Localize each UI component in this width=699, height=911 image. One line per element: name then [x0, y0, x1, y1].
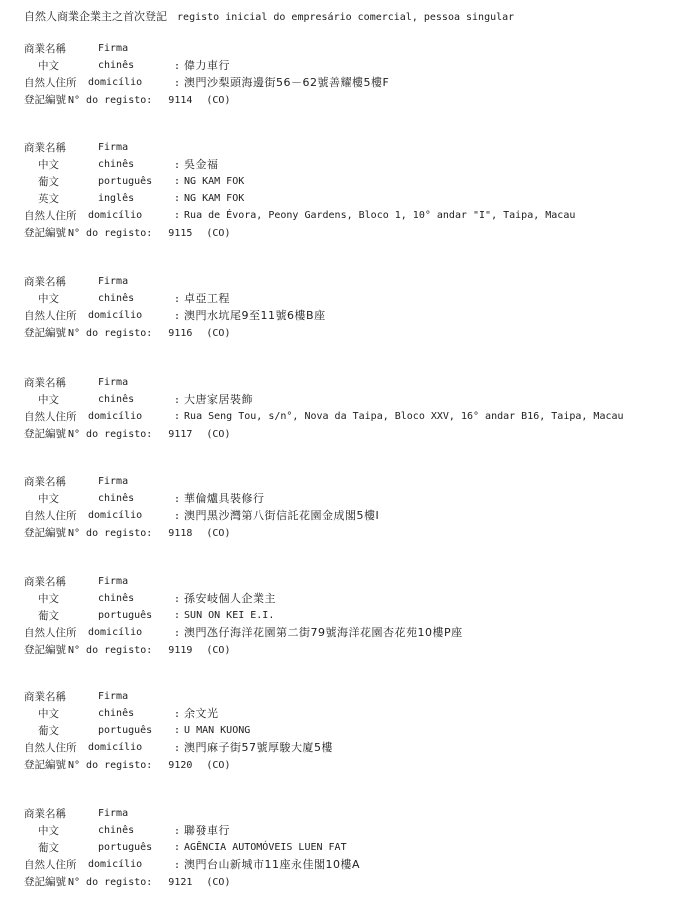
- name-lang-pt: chinês: [98, 60, 135, 71]
- firm-heading-row: [24, 474, 694, 491]
- domicile-value: 澳門黑沙灣第八街信託花園金成閣5樓I: [184, 509, 380, 522]
- colon: :: [174, 176, 181, 187]
- domicile-label-pt: domicílio: [88, 210, 143, 221]
- registration-suffix: (CO): [206, 95, 231, 106]
- registration-number: 9116: [168, 328, 193, 339]
- colon: :: [174, 494, 181, 505]
- header-title-pt: registo inicial do empresário comercial, pessoa singular: [177, 12, 515, 23]
- document-header: [24, 9, 514, 26]
- firm-label-zh: 商業名稱: [24, 576, 66, 588]
- name-row: [24, 608, 694, 625]
- domicile-value: 澳門沙梨頭海邊街56－62號善耀樓5樓F: [184, 76, 390, 89]
- registration-number: 9117: [168, 429, 193, 440]
- reg-label-zh: 登記編號: [24, 527, 66, 539]
- firm-label-zh: 商業名稱: [24, 377, 66, 389]
- domicile-row: [24, 857, 694, 874]
- name-lang-zh: 英文: [38, 193, 59, 205]
- registration-suffix: (CO): [206, 528, 231, 539]
- name-lang-pt: português: [98, 725, 153, 736]
- firm-name-value: NG KAM FOK: [184, 176, 245, 187]
- colon: :: [174, 725, 181, 736]
- name-lang-pt: chinês: [98, 825, 135, 836]
- firm-label-pt: Firma: [98, 43, 129, 54]
- name-row: [24, 706, 694, 723]
- domicile-value: 澳門水坑尾9至11號6樓B座: [184, 309, 326, 322]
- domicile-label-pt: domicílio: [88, 859, 143, 870]
- name-lang-pt: português: [98, 842, 153, 853]
- registration-number: 9119: [168, 645, 193, 656]
- colon: :: [174, 860, 181, 871]
- header-title-zh: 自然人商業企業主之首次登記: [24, 10, 167, 23]
- reg-label-pt: N° do registo:: [68, 877, 153, 888]
- colon: :: [174, 842, 181, 853]
- name-row: [24, 840, 694, 857]
- name-row: [24, 58, 694, 75]
- firm-heading-row: [24, 140, 694, 157]
- name-row: [24, 291, 694, 308]
- colon: :: [174, 193, 181, 204]
- name-lang-zh: 中文: [38, 60, 59, 72]
- registration-suffix: (CO): [206, 877, 231, 888]
- colon: :: [174, 594, 181, 605]
- domicile-label-pt: domicílio: [88, 310, 143, 321]
- colon: :: [174, 160, 181, 171]
- firm-name-value: 偉力車行: [184, 59, 231, 72]
- domicile-label-zh: 自然人住所: [24, 510, 77, 522]
- registration-number-row: [24, 225, 694, 242]
- name-row: [24, 157, 694, 174]
- registration-entry: [24, 574, 694, 659]
- colon: :: [174, 743, 181, 754]
- domicile-label-pt: domicílio: [88, 510, 143, 521]
- domicile-value: Rua Seng Tou, s/n°, Nova da Taipa, Bloco XXV, 16° andar B16, Taipa, Macau: [184, 411, 624, 422]
- colon: :: [174, 294, 181, 305]
- registration-suffix: (CO): [206, 760, 231, 771]
- domicile-value: 澳門台山新城市11座永佳閣10樓A: [184, 858, 361, 871]
- domicile-row: [24, 508, 694, 525]
- name-lang-zh: 葡文: [38, 610, 59, 622]
- name-lang-pt: chinês: [98, 708, 135, 719]
- firm-name-value: 華倫爐具裝修行: [184, 492, 265, 505]
- name-row: [24, 491, 694, 508]
- reg-label-pt: N° do registo:: [68, 429, 153, 440]
- colon: :: [174, 61, 181, 72]
- firm-heading-row: [24, 806, 694, 823]
- firm-heading-row: [24, 689, 694, 706]
- firm-name-value: U MAN KUONG: [184, 725, 251, 736]
- domicile-row: [24, 308, 694, 325]
- registration-number-row: [24, 642, 694, 659]
- registration-number: 9114: [168, 95, 193, 106]
- name-lang-zh: 中文: [38, 493, 59, 505]
- firm-label-zh: 商業名稱: [24, 691, 66, 703]
- reg-label-zh: 登記編號: [24, 94, 66, 106]
- firm-heading-row: [24, 274, 694, 291]
- domicile-label-pt: domicílio: [88, 742, 143, 753]
- name-lang-zh: 中文: [38, 825, 59, 837]
- name-lang-pt: português: [98, 610, 153, 621]
- registration-number: 9120: [168, 760, 193, 771]
- colon: :: [174, 628, 181, 639]
- domicile-value: Rua de Évora, Peony Gardens, Bloco 1, 10° andar "I", Taipa, Macau: [184, 210, 576, 221]
- registration-suffix: (CO): [206, 328, 231, 339]
- reg-label-zh: 登記編號: [24, 327, 66, 339]
- firm-name-value: 吳金福: [184, 158, 219, 171]
- name-lang-zh: 葡文: [38, 176, 59, 188]
- reg-label-pt: N° do registo:: [68, 645, 153, 656]
- name-row: [24, 591, 694, 608]
- colon: :: [174, 826, 181, 837]
- name-lang-zh: 中文: [38, 394, 59, 406]
- registration-entry: [24, 474, 694, 542]
- domicile-label-pt: domicílio: [88, 627, 143, 638]
- registration-number: 9118: [168, 528, 193, 539]
- registration-entry: [24, 41, 694, 109]
- name-lang-pt: português: [98, 176, 153, 187]
- domicile-row: [24, 75, 694, 92]
- firm-name-value: 余文光: [184, 707, 219, 720]
- reg-label-zh: 登記編號: [24, 876, 66, 888]
- name-lang-zh: 葡文: [38, 725, 59, 737]
- firm-label-pt: Firma: [98, 808, 129, 819]
- domicile-label-zh: 自然人住所: [24, 859, 77, 871]
- name-lang-pt: chinês: [98, 493, 135, 504]
- firm-label-pt: Firma: [98, 377, 129, 388]
- registration-entry: [24, 140, 694, 242]
- colon: :: [174, 411, 181, 422]
- firm-label-pt: Firma: [98, 691, 129, 702]
- name-row: [24, 823, 694, 840]
- reg-label-pt: N° do registo:: [68, 95, 153, 106]
- name-lang-zh: 葡文: [38, 842, 59, 854]
- registration-number-row: [24, 325, 694, 342]
- firm-label-zh: 商業名稱: [24, 808, 66, 820]
- registration-entry: [24, 806, 694, 891]
- firm-name-value: 卓亞工程: [184, 292, 231, 305]
- firm-name-value: AGÊNCIA AUTOMÓVEIS LUEN FAT: [184, 842, 347, 853]
- firm-heading-row: [24, 375, 694, 392]
- reg-label-pt: N° do registo:: [68, 328, 153, 339]
- name-lang-zh: 中文: [38, 708, 59, 720]
- colon: :: [174, 511, 181, 522]
- name-lang-pt: chinês: [98, 293, 135, 304]
- name-lang-zh: 中文: [38, 159, 59, 171]
- domicile-label-zh: 自然人住所: [24, 411, 77, 423]
- registration-number: 9115: [168, 228, 193, 239]
- registration-number-row: [24, 757, 694, 774]
- domicile-value: 澳門氹仔海洋花園第二街79號海洋花園杏花苑10樓P座: [184, 626, 463, 639]
- registration-number-row: [24, 525, 694, 542]
- firm-label-pt: Firma: [98, 142, 129, 153]
- domicile-value: 澳門麻子街57號厚駿大廈5樓: [184, 741, 334, 754]
- firm-label-zh: 商業名稱: [24, 276, 66, 288]
- firm-name-value: SUN ON KEI E.I.: [184, 610, 275, 621]
- colon: :: [174, 311, 181, 322]
- firm-label-zh: 商業名稱: [24, 476, 66, 488]
- colon: :: [174, 610, 181, 621]
- registration-number-row: [24, 92, 694, 109]
- registration-entry: [24, 375, 694, 443]
- registration-entry: [24, 274, 694, 342]
- domicile-row: [24, 409, 694, 426]
- domicile-label-zh: 自然人住所: [24, 210, 77, 222]
- name-row: [24, 392, 694, 409]
- registration-number-row: [24, 874, 694, 891]
- domicile-row: [24, 740, 694, 757]
- reg-label-zh: 登記編號: [24, 428, 66, 440]
- reg-label-zh: 登記編號: [24, 644, 66, 656]
- firm-name-value: 孫安岐個人企業主: [184, 592, 277, 605]
- firm-name-value: 聯發車行: [184, 824, 231, 837]
- name-row: [24, 723, 694, 740]
- firm-label-pt: Firma: [98, 576, 129, 587]
- name-lang-zh: 中文: [38, 593, 59, 605]
- name-lang-pt: chinês: [98, 394, 135, 405]
- colon: :: [174, 709, 181, 720]
- reg-label-zh: 登記編號: [24, 227, 66, 239]
- reg-label-pt: N° do registo:: [68, 760, 153, 771]
- firm-label-zh: 商業名稱: [24, 43, 66, 55]
- domicile-label-zh: 自然人住所: [24, 742, 77, 754]
- name-lang-zh: 中文: [38, 293, 59, 305]
- domicile-label-zh: 自然人住所: [24, 310, 77, 322]
- name-lang-pt: chinês: [98, 159, 135, 170]
- registration-number-row: [24, 426, 694, 443]
- colon: :: [174, 78, 181, 89]
- firm-label-zh: 商業名稱: [24, 142, 66, 154]
- firm-label-pt: Firma: [98, 276, 129, 287]
- name-row: [24, 191, 694, 208]
- registration-entry: [24, 689, 694, 774]
- domicile-label-zh: 自然人住所: [24, 627, 77, 639]
- registration-suffix: (CO): [206, 645, 231, 656]
- firm-heading-row: [24, 41, 694, 58]
- name-lang-pt: chinês: [98, 593, 135, 604]
- reg-label-pt: N° do registo:: [68, 528, 153, 539]
- reg-label-pt: N° do registo:: [68, 228, 153, 239]
- domicile-row: [24, 208, 694, 225]
- firm-heading-row: [24, 574, 694, 591]
- colon: :: [174, 210, 181, 221]
- firm-label-pt: Firma: [98, 476, 129, 487]
- firm-name-value: 大唐家居裝飾: [184, 393, 254, 406]
- registration-suffix: (CO): [206, 228, 231, 239]
- name-row: [24, 174, 694, 191]
- firm-name-value: NG KAM FOK: [184, 193, 245, 204]
- domicile-label-pt: domicílio: [88, 411, 143, 422]
- registration-number: 9121: [168, 877, 193, 888]
- domicile-label-zh: 自然人住所: [24, 77, 77, 89]
- domicile-label-pt: domicílio: [88, 77, 143, 88]
- registration-suffix: (CO): [206, 429, 231, 440]
- reg-label-zh: 登記編號: [24, 759, 66, 771]
- name-lang-pt: inglês: [98, 193, 135, 204]
- domicile-row: [24, 625, 694, 642]
- colon: :: [174, 395, 181, 406]
